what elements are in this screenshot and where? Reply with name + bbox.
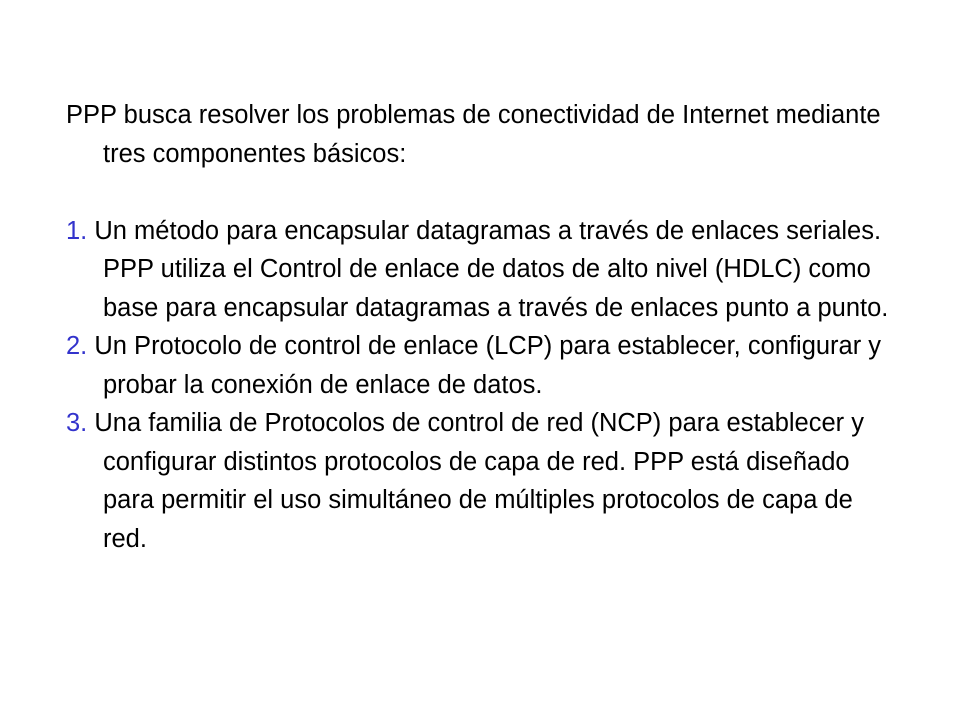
list-number-3: 3.	[66, 409, 88, 437]
intro-paragraph: PPP busca resolver los problemas de conectividad de Internet mediante tres componentes básicos:	[66, 101, 881, 168]
list-text-3: Una familia de Protocolos de control de red (NCP) para establecer y configurar distintos protocolos de capa de red. PPP está diseñado para permitir el uso simultáneo de múltiples protocolos de capa de red.	[94, 409, 864, 553]
paragraph-spacer	[66, 173, 896, 212]
list-text-1: Un método para encapsular datagramas a través de enlaces seriales. PPP utiliza el Control de enlace de datos de alto nivel (HDLC) como base para encapsular datagramas a través de enlaces punto a punto.	[94, 216, 889, 322]
list-text-2: Un Protocolo de control de enlace (LCP) para establecer, configurar y probar la conexión de enlace de datos.	[94, 332, 882, 399]
slide-body	[66, 96, 896, 558]
list-item-1	[66, 212, 896, 328]
list-number-1: 1.	[66, 216, 88, 245]
list-item-2	[66, 327, 896, 404]
list-number-2: 2.	[66, 332, 88, 360]
list-item-3	[66, 404, 896, 558]
